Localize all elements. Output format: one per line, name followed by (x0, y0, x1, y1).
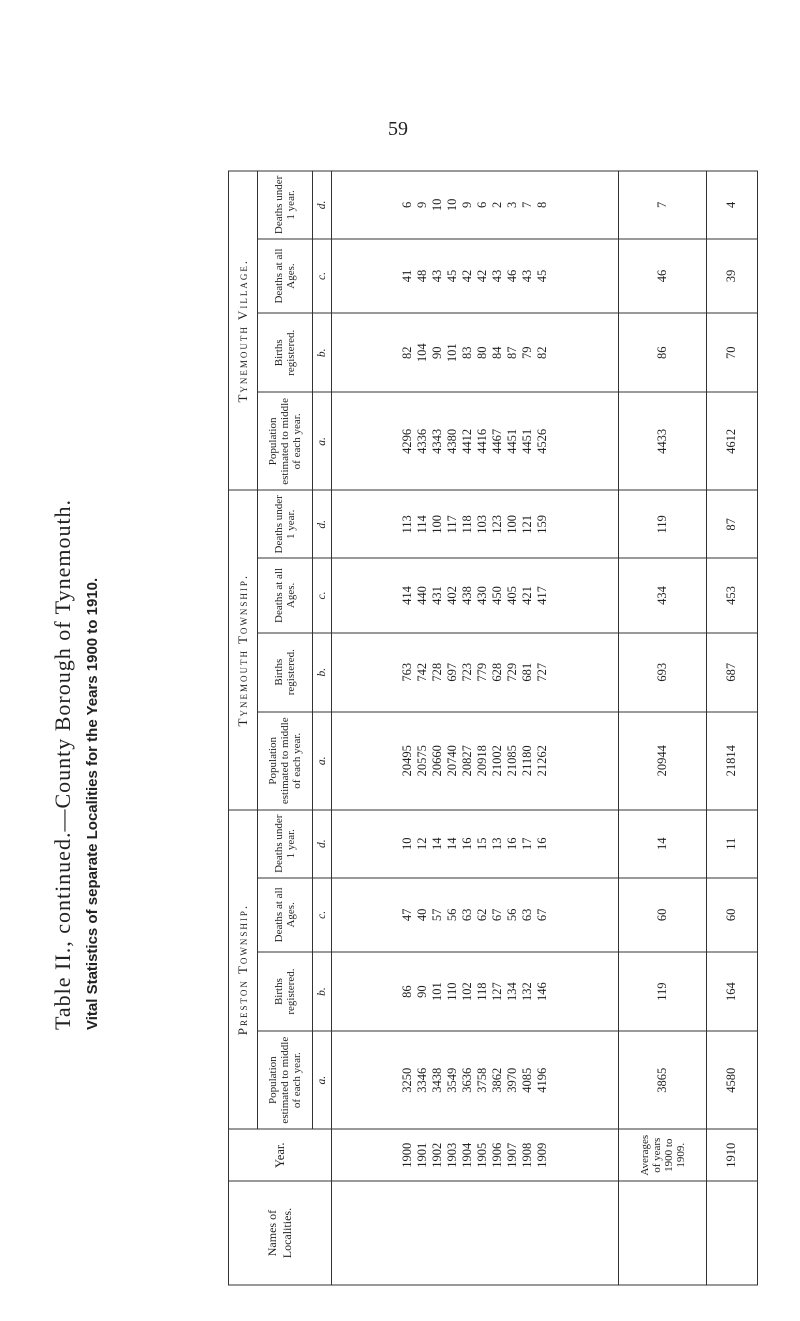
tt-avg-births: 693 (619, 632, 706, 711)
col-deaths: Deaths at all Ages. (258, 238, 313, 312)
tv-population-cell: 4296 4336 4343 4380 4412 4416 4467 4451 4451 4526 (332, 392, 619, 490)
tv-1910-deaths: 39 (706, 238, 757, 312)
year-header: Year. (229, 1129, 332, 1181)
unit-label: d. (313, 490, 332, 558)
group-preston: Preston Township. (229, 809, 258, 1128)
unit-label: c. (313, 558, 332, 632)
preston-avg-infant: 14 (619, 809, 706, 877)
unit-label: b. (313, 632, 332, 711)
tt-1910-population: 21814 (706, 711, 757, 809)
tt-1910-births: 687 (706, 632, 757, 711)
unit-label: d. (313, 809, 332, 877)
preston-infant-cell: 10 12 14 14 16 15 13 16 17 16 (332, 809, 619, 877)
table-title (50, 30, 140, 1030)
preston-1910-births: 164 (706, 952, 757, 1031)
col-infant-deaths: Deaths under 1 year. (258, 809, 313, 877)
tv-avg-infant: 7 (619, 171, 706, 239)
col-births: Births registered. (258, 952, 313, 1031)
col-deaths: Deaths at all Ages. (258, 877, 313, 951)
tt-avg-deaths: 434 (619, 558, 706, 632)
col-births: Births registered. (258, 313, 313, 392)
unit-label: d. (313, 171, 332, 239)
names-cell (706, 1181, 757, 1285)
tv-avg-deaths: 46 (619, 238, 706, 312)
col-births: Births registered. (258, 632, 313, 711)
names-header: Names of Localities. (229, 1181, 332, 1285)
col-infant-deaths: Deaths under 1 year. (258, 490, 313, 558)
unit-label: b. (313, 952, 332, 1031)
preston-avg-deaths: 60 (619, 877, 706, 951)
preston-deaths-cell: 47 40 57 56 63 62 67 56 63 67 (332, 877, 619, 951)
tv-avg-population: 4433 (619, 392, 706, 490)
preston-avg-births: 119 (619, 952, 706, 1031)
table-rotated-wrapper (228, 170, 758, 1285)
unit-label: c. (313, 877, 332, 951)
table-caption: Table II., continued.—County Borough of Tynemouth. (50, 498, 75, 1030)
tv-births-cell: 82 104 90 101 83 80 84 87 79 82 (332, 313, 619, 392)
names-cell (619, 1181, 706, 1285)
unit-label: a. (313, 392, 332, 490)
unit-label: a. (313, 1031, 332, 1129)
col-population: Population estimated to middle of each year. (258, 1031, 313, 1129)
page-number: 59 (388, 118, 408, 140)
years-cell: 1900 1901 1902 1903 1904 1905 1906 1907 1908 1909 (332, 1129, 619, 1181)
preston-population-cell: 3250 3346 3438 3549 3636 3758 3862 3970 4085 4196 (332, 1031, 619, 1129)
preston-births-cell: 86 90 101 110 102 118 127 134 132 146 (332, 952, 619, 1031)
vital-statistics-table (228, 170, 758, 1285)
preston-avg-population: 3865 (619, 1031, 706, 1129)
tt-births-cell: 763 742 728 697 723 779 628 729 681 727 (332, 632, 619, 711)
unit-label: b. (313, 313, 332, 392)
tt-avg-population: 20944 (619, 711, 706, 809)
names-cell (332, 1181, 619, 1285)
preston-1910-deaths: 60 (706, 877, 757, 951)
unit-label: c. (313, 238, 332, 312)
col-infant-deaths: Deaths under 1 year. (258, 171, 313, 239)
tt-infant-cell: 113 114 100 117 118 103 123 100 121 159 (332, 490, 619, 558)
tt-1910-deaths: 453 (706, 558, 757, 632)
final-year: 1910 (706, 1129, 757, 1181)
group-tynemouth-township: Tynemouth Township. (229, 490, 258, 809)
tt-avg-infant: 119 (619, 490, 706, 558)
col-deaths: Deaths at all Ages. (258, 558, 313, 632)
preston-1910-population: 4580 (706, 1031, 757, 1129)
table-subcaption: Vital Statistics of separate Localities for the Years 1900 to 1910. (84, 577, 101, 1030)
tt-deaths-cell: 414 440 431 402 438 430 450 405 421 417 (332, 558, 619, 632)
tv-infant-cell: 6 9 10 10 9 6 2 3 7 8 (332, 171, 619, 239)
averages-label: Averages of years 1900 to 1909. (619, 1129, 706, 1181)
tv-1910-population: 4612 (706, 392, 757, 490)
preston-1910-infant: 11 (706, 809, 757, 877)
col-population: Population estimated to middle of each year. (258, 711, 313, 809)
tt-population-cell: 20495 20575 20660 20740 20827 20918 21002 21085 21180 21262 (332, 711, 619, 809)
col-population: Population estimated to middle of each year. (258, 392, 313, 490)
tv-deaths-cell: 41 48 43 45 42 42 43 46 43 45 (332, 238, 619, 312)
tv-1910-births: 70 (706, 313, 757, 392)
tv-1910-infant: 4 (706, 171, 757, 239)
tv-avg-births: 86 (619, 313, 706, 392)
unit-label: a. (313, 711, 332, 809)
group-tynemouth-village: Tynemouth Village. (229, 171, 258, 490)
table-container (228, 170, 758, 1285)
tt-1910-infant: 87 (706, 490, 757, 558)
